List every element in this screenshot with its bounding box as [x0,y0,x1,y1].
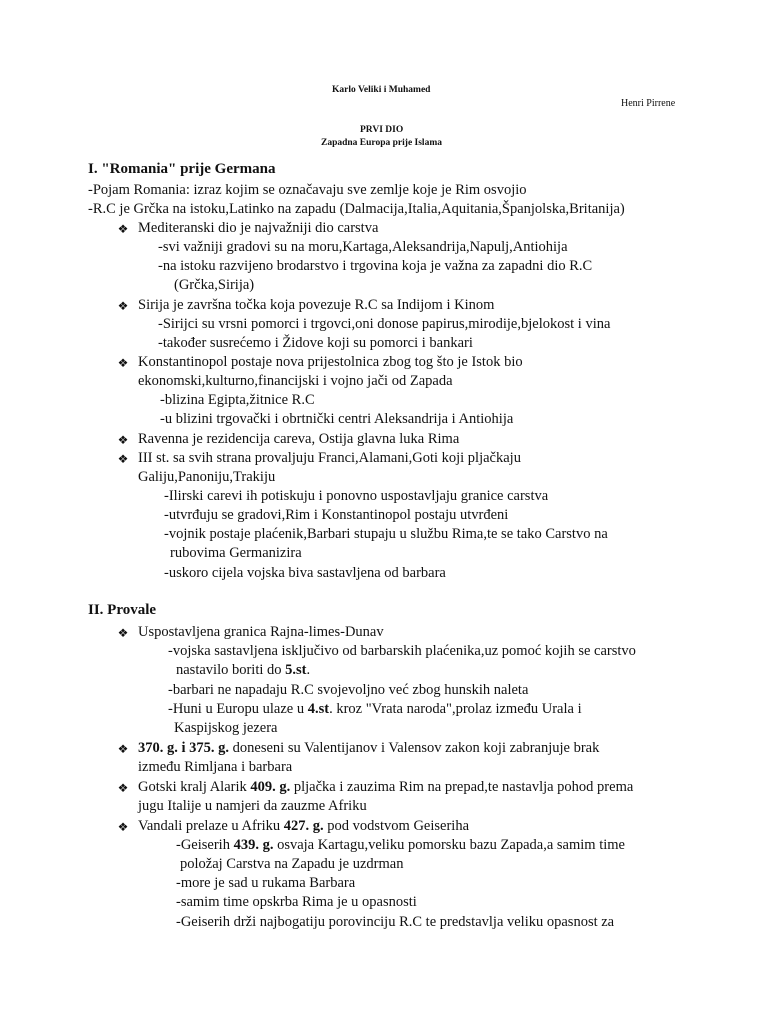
sub-item: -u blizini trgovački i obrtnički centri Aleksandrija i Antiohija [160,411,514,427]
text-line: -Pojam Romania: izraz kojim se označavaju sve zemlje koje je Rim osvojio [88,182,527,198]
sub-item: -vojnik postaje plaćenik,Barbari stupaju u službu Rima,te se tako Carstvo na [164,526,608,542]
sub-item [176,836,625,855]
part-subtitle: Zapadna Europa prije Islama [321,138,442,148]
bold-text-run: 375. g. [189,740,230,756]
sub-item: -Sirijci su vrsni pomorci i trgovci,oni donose papirus,mirodije,bjelokost i vina [158,316,611,332]
sub-item-cont: položaj Carstva na Zapadu je uzdrman [180,856,404,872]
sub-item-cont: (Grčka,Sirija) [174,277,255,293]
text-run: pod vodstvom Geiseriha [323,818,470,834]
bold-text-run: 427. g. [283,818,324,834]
bullet-text-cont: Galiju,Panoniju,Trakiju [138,469,276,485]
sub-item: -more je sad u rukama Barbara [176,875,356,891]
sub-item: -barbari ne napadaju R.C svojevoljno već zbog hunskih naleta [168,682,529,698]
sub-item: -blizina Egipta,žitnice R.C [160,392,315,408]
bullet-text-cont: ekonomski,kulturno,financijski i vojno jači od Zapada [138,373,453,389]
diamond-bullet-icon: ❖ [117,781,129,795]
sub-item-cont [176,661,310,680]
text-run: pljačka i zauzima Rim na prepad,te nastavlja pohod prema [290,779,634,795]
document-title: Karlo Veliki i Muhamed [332,85,431,95]
text-run: -Huni u Europu ulaze u [168,701,308,717]
sub-item [168,700,582,719]
sub-item: -uskoro cijela vojska biva sastavljena od barbara [164,565,446,581]
diamond-bullet-icon: ❖ [117,742,129,756]
bold-text-run: 5.st [285,662,307,678]
section-heading-romania: I. "Romania" prije Germana [88,161,276,177]
diamond-bullet-icon: ❖ [117,820,129,834]
bullet-text: Uspostavljena granica Rajna-limes-Dunav [138,624,384,640]
text-run: nastavilo boriti do [176,662,286,678]
diamond-bullet-icon: ❖ [117,626,129,640]
sub-item: -samim time opskrba Rima je u opasnosti [176,894,417,910]
sub-item: -utvrđuju se gradovi,Rim i Konstantinopol postaju utvrđeni [164,507,509,523]
sub-item-cont: rubovima Germanizira [170,545,302,561]
bullet-text: Mediteranski dio je najvažniji dio carstva [138,220,379,236]
text-line: -R.C je Grčka na istoku,Latinko na zapadu (Dalmacija,Italia,Aquitania,Španjolska,Britanija) [88,201,625,217]
bold-text-run: 4.st [307,701,330,717]
bullet-text: III st. sa svih strana provaljuju Franci,Alamani,Goti koji pljačkaju [138,450,521,466]
sub-item: -na istoku razvijeno brodarstvo i trgovina koja je važna za zapadni dio R.C [158,258,593,274]
sub-item: -svi važniji gradovi su na moru,Kartaga,Aleksandrija,Napulj,Antiohija [158,239,568,255]
text-run: Vandali prelaze u Afriku [138,818,284,834]
diamond-bullet-icon: ❖ [117,299,129,313]
bold-text-run: 409. g. [250,779,291,795]
sub-item: -vojska sastavljena isključivo od barbarskih plaćenika,uz pomoć kojih se carstvo [168,643,636,659]
document-author: Henri Pirrene [621,98,676,109]
bullet-text [138,817,469,836]
bold-text-run: 370. g. [138,740,178,756]
text-run: . [306,662,311,678]
diamond-bullet-icon: ❖ [117,356,129,370]
text-run: -Geiserih [176,837,234,853]
diamond-bullet-icon: ❖ [117,222,129,236]
bullet-text [138,739,599,758]
diamond-bullet-icon: ❖ [117,452,129,466]
text-run: doneseni su Valentijanov i Valensov zakon koji zabranjuje brak [229,740,600,756]
diamond-bullet-icon: ❖ [117,433,129,447]
bold-text-run: i [177,740,190,756]
bold-text-run: 439. g. [233,837,274,853]
text-run: osvaja Kartagu,veliku pomorsku bazu Zapada,a samim time [273,837,625,853]
section-heading-provale: II. Provale [88,602,157,618]
bullet-text: Ravenna je rezidencija careva, Ostija glavna luka Rima [138,431,460,447]
text-run: . kroz "Vrata naroda",prolaz između Urala i [329,701,582,717]
bullet-text: Konstantinopol postaje nova prijestolnica zbog tog što je Istok bio [138,354,523,370]
sub-item: -također susrećemo i Židove koji su pomorci i bankari [158,335,473,351]
part-title: PRVI DIO [360,125,404,135]
bullet-text [138,778,633,797]
bullet-text-cont: jugu Italije u namjeri da zauzme Afriku [138,798,367,814]
text-run: Gotski kralj Alarik [138,779,251,795]
sub-item-cont: Kaspijskog jezera [174,720,278,736]
sub-item: -Geiserih drži najbogatiju porovinciju R.C te predstavlja veliku opasnost za [176,914,615,930]
bullet-text-cont: između Rimljana i barbara [138,759,293,775]
sub-item: -Ilirski carevi ih potiskuju i ponovno uspostavljaju granice carstva [164,488,549,504]
bullet-text: Sirija je završna točka koja povezuje R.C sa Indijom i Kinom [138,297,495,313]
